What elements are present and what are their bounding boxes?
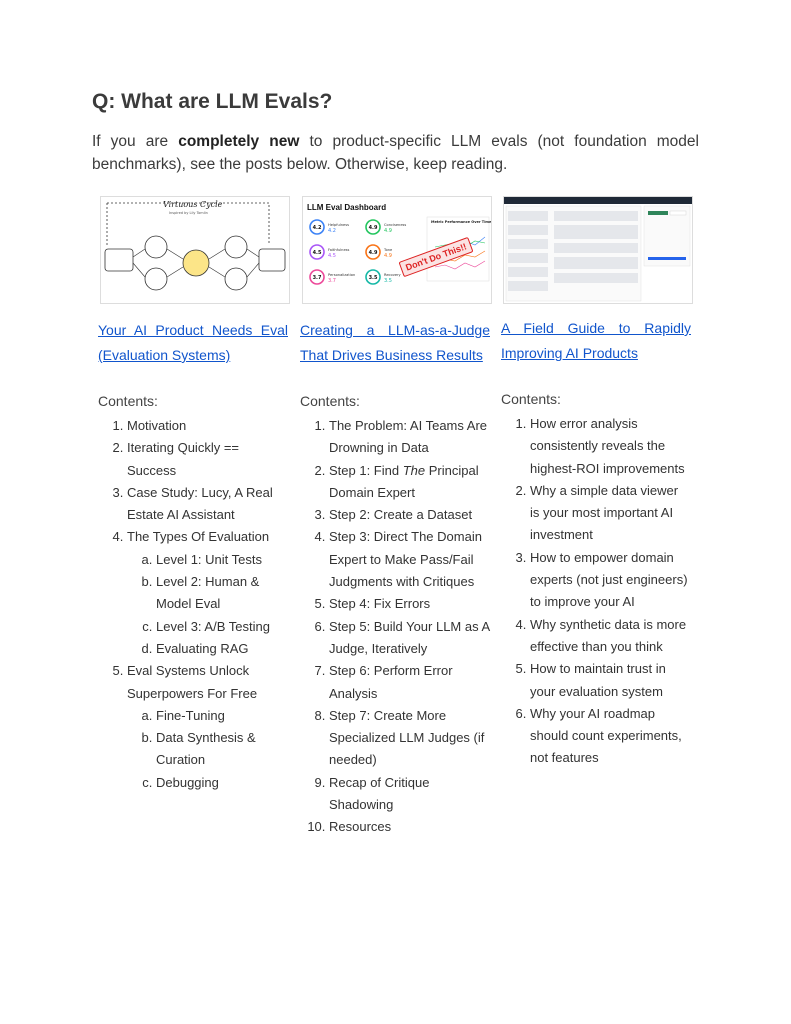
list-item: 3. How to empower domain experts (not just engineers) to improve your AI <box>530 547 691 614</box>
list-item: 1. The Problem: AI Teams Are Drowning in Data <box>329 415 490 460</box>
metric-ring-value: 3.5 <box>368 275 378 281</box>
sub-list-item: d. Evaluating RAG <box>156 638 288 660</box>
intro-paragraph <box>92 130 699 176</box>
sub-list-item: c. Debugging <box>156 772 288 794</box>
diagram-subtitle: Inspired by Lily Tomlin <box>169 211 208 215</box>
virtuous-cycle-diagram <box>101 197 289 303</box>
post-link-field-guide[interactable]: A Field Guide to Rapidly Improving AI Products <box>501 320 691 361</box>
list-item: 1. How error analysis consistently reveals the highest-ROI improvements <box>530 413 691 480</box>
list-item-label: Eval Systems Unlock Superpowers For Free <box>127 663 258 701</box>
page-heading: Q: What are LLM Evals? <box>92 90 333 113</box>
metric-label: Tone <box>384 248 393 252</box>
sub-list-item: a. Level 1: Unit Tests <box>156 549 288 571</box>
list-item: 4. Step 3: Direct The Domain Expert to Make Pass/Fail Judgments with Critiques <box>329 526 490 593</box>
list-item: 6. Why your AI roadmap should count experiments, not features <box>530 703 691 770</box>
list-item <box>127 526 288 660</box>
metric-label: Conciseness <box>384 223 407 227</box>
list-item-text: Step 1: Find <box>329 462 403 478</box>
sub-list-item: c. Level 3: A/B Testing <box>156 616 288 638</box>
metric-label: Recovery <box>384 273 401 277</box>
contents-list <box>300 415 490 839</box>
list-item: 6. Step 5: Build Your LLM as A Judge, Iteratively <box>329 616 490 661</box>
metric-value: 4.2 <box>328 228 336 234</box>
list-item: 3. Case Study: Lucy, A Real Estate AI Assistant <box>127 482 288 527</box>
eval-dashboard-thumbnail[interactable] <box>302 196 492 304</box>
sub-list-item: b. Data Synthesis & Curation <box>156 727 288 772</box>
dashboard-title: LLM Eval Dashboard <box>307 203 387 212</box>
list-item: 9. Recap of Critique Shadowing <box>329 772 490 817</box>
list-item: 2. Iterating Quickly == Success <box>127 437 288 482</box>
post-column-3 <box>501 196 691 770</box>
metric-ring-value: 4.9 <box>368 250 378 256</box>
metric-ring-value: 4.2 <box>312 225 322 231</box>
list-item: 7. Step 6: Perform Error Analysis <box>329 660 490 705</box>
post-column-2 <box>300 196 490 839</box>
sub-list <box>127 549 288 660</box>
list-item: 5. How to maintain trust in your evaluation system <box>530 658 691 703</box>
list-item: 4. Why synthetic data is more effective than you think <box>530 614 691 659</box>
list-item: 2. Why a simple data viewer is your most important AI investment <box>530 480 691 547</box>
metric-label: Personalization <box>328 273 356 277</box>
metric-value: 3.5 <box>384 278 392 284</box>
list-item <box>127 660 288 794</box>
sub-list <box>127 705 288 794</box>
intro-bold-text: completely new <box>178 133 300 150</box>
chart-title: Metric Performance Over Time <box>431 220 491 224</box>
list-item-label: The Types Of Evaluation <box>127 529 270 545</box>
list-item <box>329 460 490 505</box>
diagram-title: Virtuous Cycle <box>163 200 223 209</box>
sub-list-item: b. Level 2: Human & Model Eval <box>156 571 288 616</box>
intro-text-start: If you are <box>92 133 179 150</box>
data-viewer-thumbnail[interactable] <box>503 196 693 304</box>
metric-label: Faithfulness <box>328 248 350 252</box>
post-link-llm-judge[interactable]: Creating a LLM-as-a-Judge That Drives Business Results <box>300 322 490 363</box>
sub-list-item: a. Fine-Tuning <box>156 705 288 727</box>
list-item: 1. Motivation <box>127 415 288 437</box>
metric-ring-value: 4.9 <box>368 225 378 231</box>
metric-value: 3.7 <box>328 278 336 284</box>
metric-ring-value: 3.7 <box>312 275 322 281</box>
metric-ring-value: 4.5 <box>312 250 322 256</box>
warning-stamp: Don't Do This!! <box>398 237 473 277</box>
list-item: 5. Step 4: Fix Errors <box>329 593 490 615</box>
list-item: 10. Resources <box>329 816 490 838</box>
metric-label: Helpfulness <box>328 223 349 227</box>
list-item-emphasis: The <box>402 462 426 478</box>
contents-list <box>501 413 691 770</box>
contents-label: Contents: <box>501 391 561 407</box>
virtuous-cycle-thumbnail[interactable] <box>100 196 290 304</box>
metric-value: 4.9 <box>384 228 392 234</box>
data-viewer-screenshot <box>504 197 692 303</box>
contents-list <box>98 415 288 794</box>
metric-value: 4.9 <box>384 253 392 259</box>
list-item-text: Principal Domain Expert <box>329 462 479 500</box>
intro-text-end: to product-specific LLM evals (not foundation model benchmarks), see the posts below. Otherwise, keep reading. <box>92 133 699 173</box>
list-item: 8. Step 7: Create More Specialized LLM Judges (if needed) <box>329 705 490 772</box>
contents-label: Contents: <box>300 393 360 409</box>
post-link-eval-systems[interactable]: Your AI Product Needs Eval (Evaluation Systems) <box>98 322 288 363</box>
list-item: 3. Step 2: Create a Dataset <box>329 504 490 526</box>
contents-label: Contents: <box>98 393 158 409</box>
metric-value: 4.5 <box>328 253 336 259</box>
post-column-1 <box>98 196 288 794</box>
